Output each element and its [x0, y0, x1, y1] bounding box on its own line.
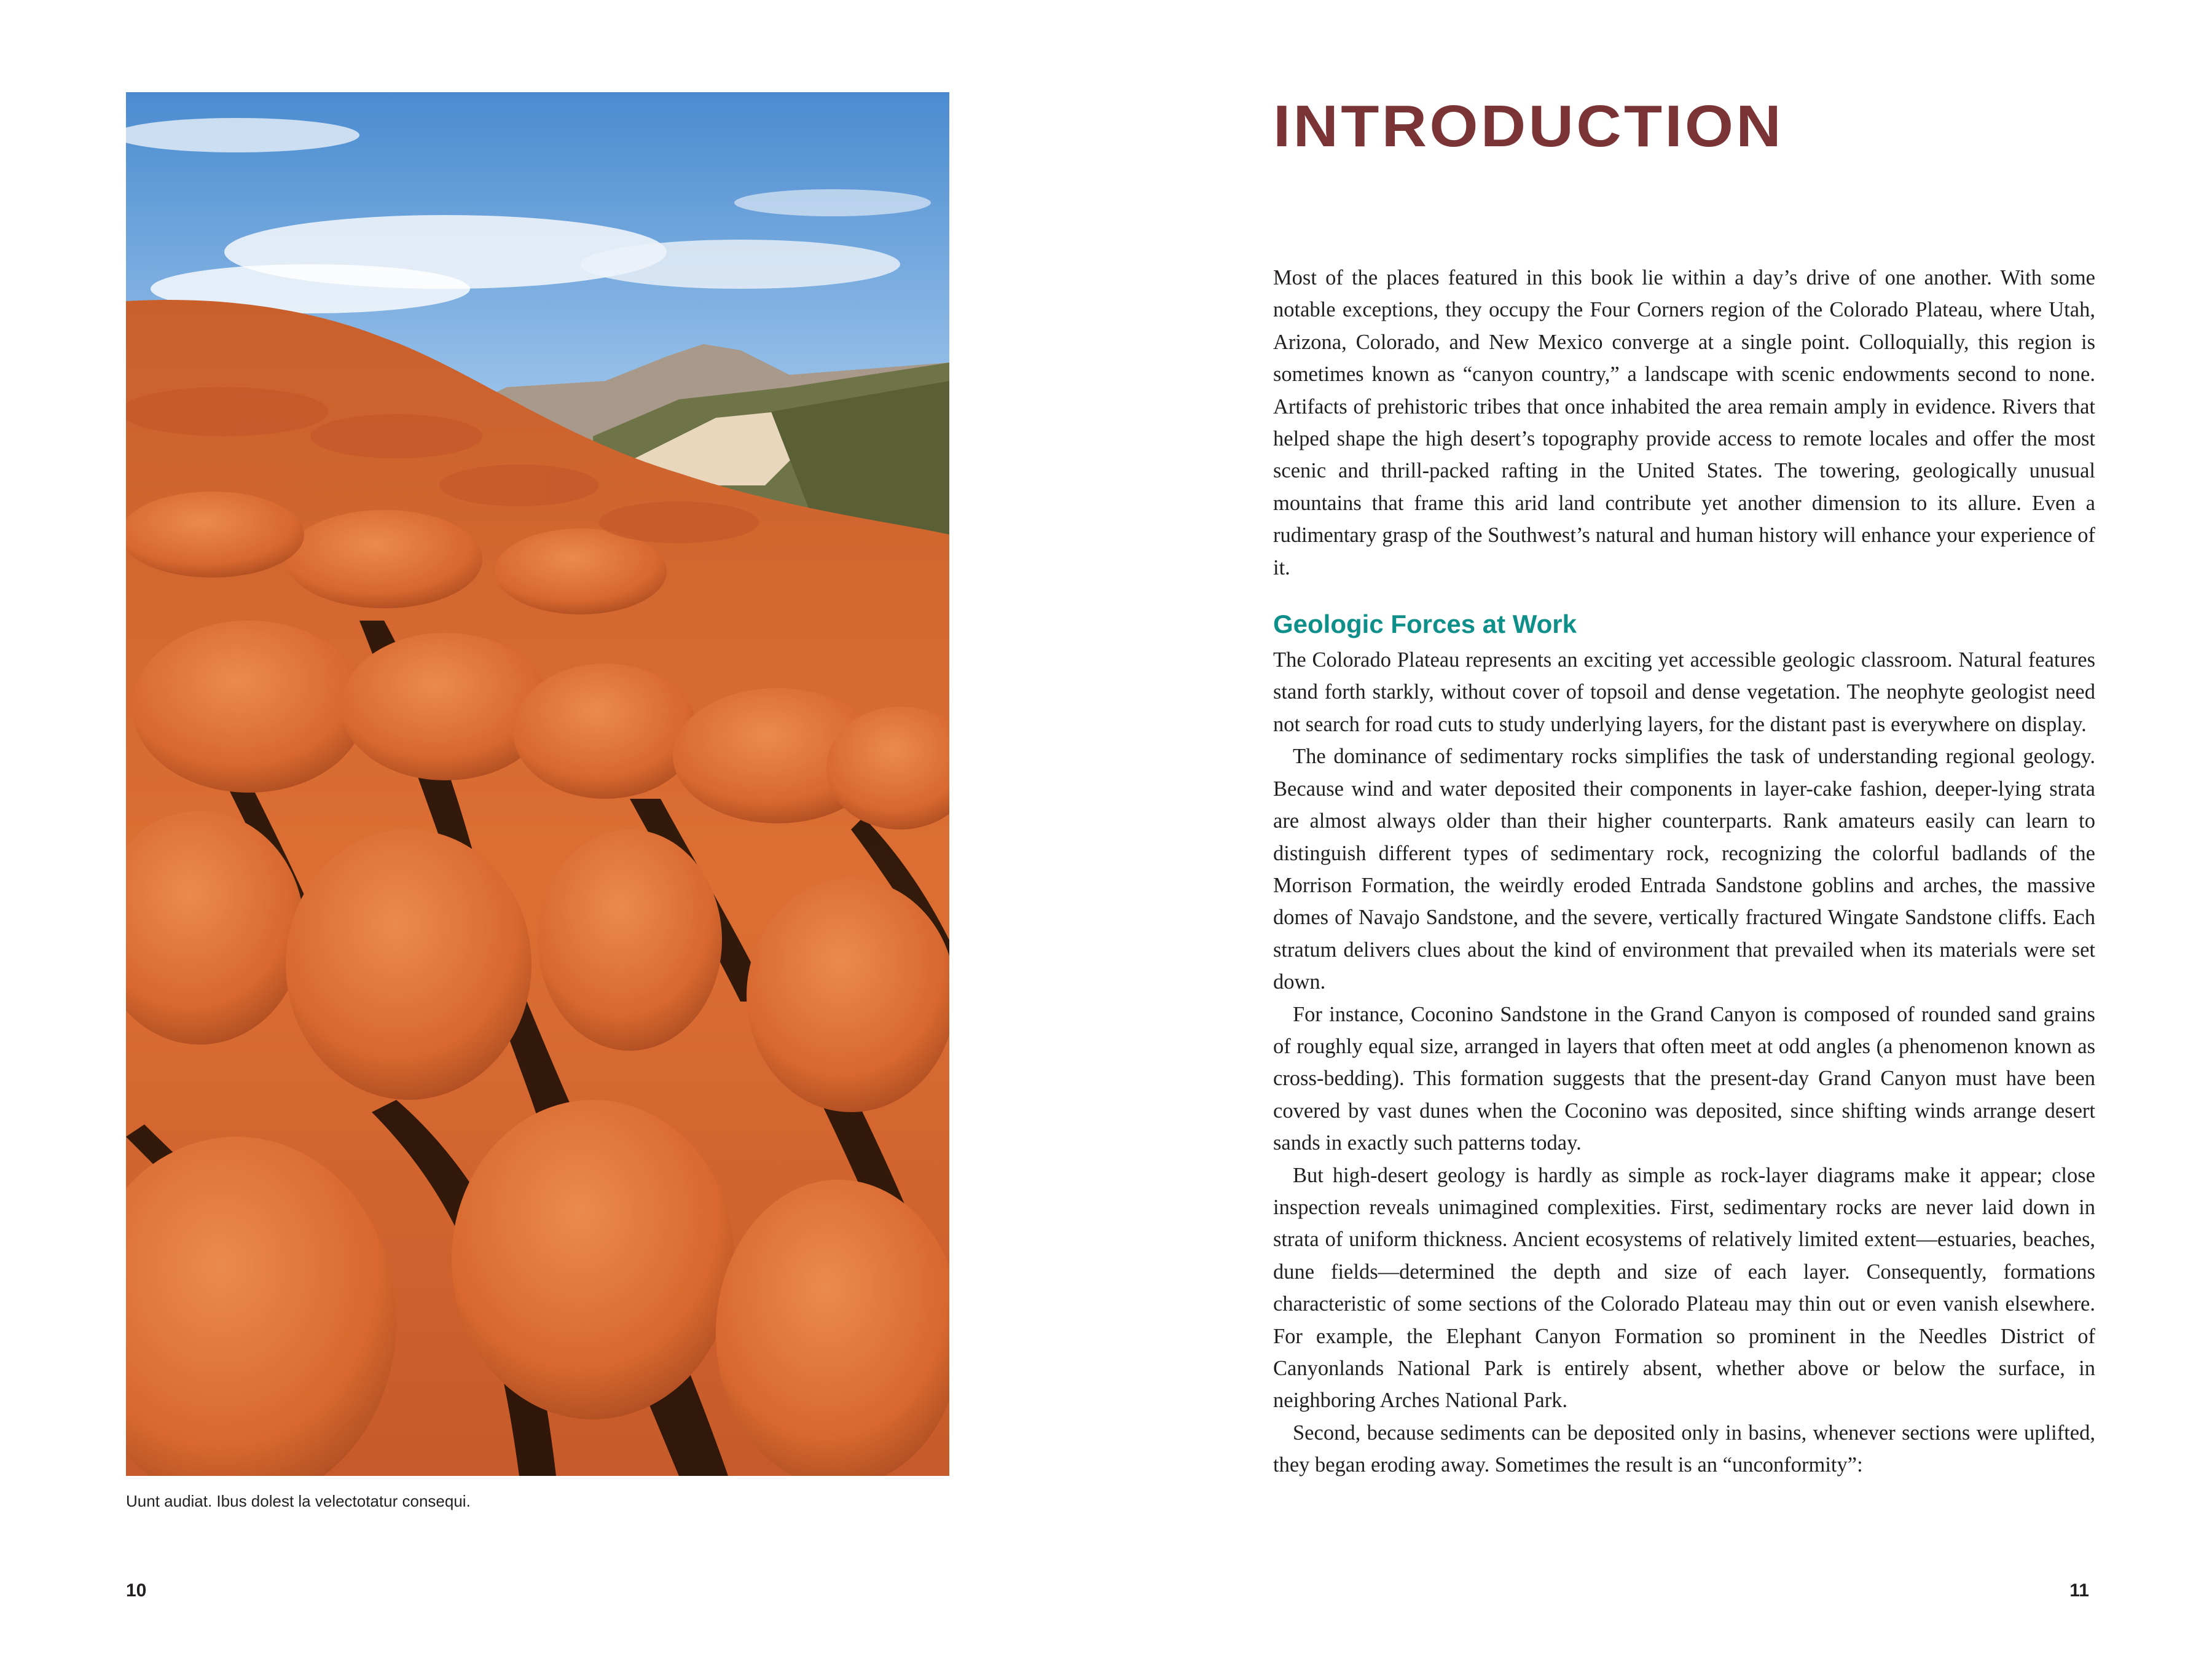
chapter-title: INTRODUCTION	[1273, 93, 1784, 159]
photo-caption: Uunt audiat. Ibus dolest la velectotatur consequi.	[126, 1492, 471, 1510]
section-heading: Geologic Forces at Work	[1273, 610, 1577, 639]
body-paragraph: The Colorado Plateau represents an exciting yet accessible geologic classroom. Natural features stand forth starkly, without cover of topsoil and dense vegetation. The neophyte geologist need not search for road cuts to study underlying layers, for the distant past is everywhere on display.	[1273, 648, 2095, 736]
body-text-column	[1273, 262, 2095, 1481]
body-paragraph: The dominance of sedimentary rocks simplifies the task of understanding regional geology. Because wind and water deposited their components in layer-cake fashion, deeper-lying strata are almost always older than their higher counterparts. Rank amateurs easily can learn to distinguish different types of sedimentary rock, recognizing the colorful badlands of the Morrison Formation, the weirdly eroded Entrada Sandstone goblins and arches, the massive domes of Navajo Sandstone, and the severe, vertically fractured Wingate Sandstone cliffs. Each stratum delivers clues about the kind of environment that prevailed when its materials were set down.	[1273, 745, 2095, 994]
body-paragraph: For instance, Coconino Sandstone in the Grand Canyon is composed of rounded sand grains of roughly equal size, arranged in layers that often meet at odd angles (a phenomenon known as cross-bedding). This formation suggests that the present-day Grand Canyon must have been covered by vast dunes when the Coconino was deposited, since shifting winds arrange desert sands in exactly such patterns today.	[1273, 1002, 2095, 1155]
intro-paragraph: Most of the places featured in this book lie within a day’s drive of one another. With some notable exceptions, they occupy the Four Corners region of the Colorado Plateau, where Utah, Arizona, Colorado, and New Mexico converge at a single point. Colloquially, this region is sometimes known as “canyon country,” a landscape with scenic endowments second to none. Artifacts of prehistoric tribes that once inhabited the area remain amply in evidence. Rivers that helped shape the high desert’s topography provide access to remote locales and offer the most scenic and thrill-packed rafting in the United States. The towering, geologically unusual mountains that frame this arid land contribute yet another dimension to its allure. Even a rudimentary grasp of the Southwest’s natural and human history will enhance your experience of it.	[1273, 266, 2095, 579]
body-paragraph: Second, because sediments can be deposited only in basins, whenever sections were uplifted, they began eroding away. Sometimes the result is an “unconformity”:	[1273, 1421, 2095, 1477]
sandstone-landscape-image	[126, 92, 949, 1476]
page-number-right: 11	[2069, 1580, 2089, 1601]
body-paragraph: But high-desert geology is hardly as simple as rock-layer diagrams make it appear; close inspection reveals unimagined complexities. First, sedimentary rocks are never laid down in strata of uniform thickness. Ancient ecosystems of relatively limited extent—estuaries, beaches, dune fields—determined the depth and size of each layer. Consequently, formations characteristic of some sections of the Colorado Plateau may thin out or even vanish elsewhere. For example, the Elephant Canyon Formation so prominent in the Needles District of Canyonlands National Park is entirely absent, whether above or below the surface, in neighboring Arches National Park.	[1273, 1163, 2095, 1413]
sandstone-landscape-photo	[126, 92, 949, 1476]
page-number-left: 10	[126, 1580, 147, 1601]
